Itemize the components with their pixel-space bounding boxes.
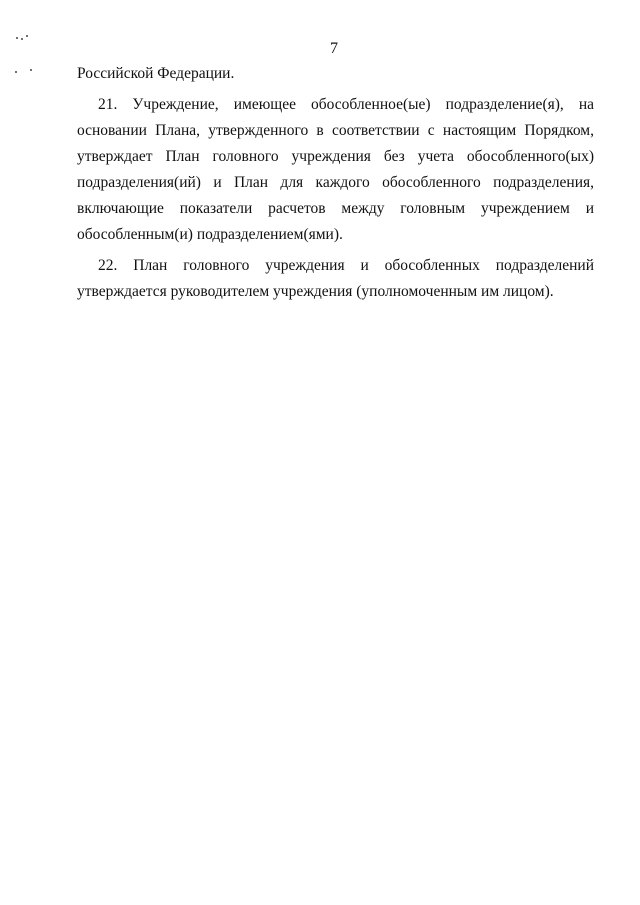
paragraph-22-line-1: 22. План головного учреждения и обособленных подразделений (98, 257, 594, 274)
paragraph-21-line-6: обособленным(и) подразделением(ями). (77, 226, 343, 243)
scan-speck (16, 37, 18, 39)
paragraph-21-line-5: включающие показатели расчетов между головным учреждением и (77, 200, 594, 217)
paragraph-21-line-3: утверждает План головного учреждения без учета обособленного(ых) (77, 148, 594, 165)
paragraph-21-line-1: 21. Учреждение, имеющее обособленное(ые) подразделение(я), на (98, 96, 594, 113)
paragraph-21-line-4: подразделения(ий) и План для каждого обособленного подразделения, (77, 174, 594, 191)
scan-speck (30, 69, 32, 71)
document-body (77, 61, 594, 305)
paragraph-22-line-2: утверждается руководителем учреждения (уполномоченным им лицом). (77, 283, 554, 300)
text-line-continuation: Российской Федерации. (77, 65, 235, 82)
page-number: 7 (330, 40, 338, 57)
scan-speck (26, 35, 28, 37)
scan-speck (15, 71, 17, 73)
paragraph-21-line-2: основании Плана, утвержденного в соответствии с настоящим Порядком, (77, 122, 594, 139)
